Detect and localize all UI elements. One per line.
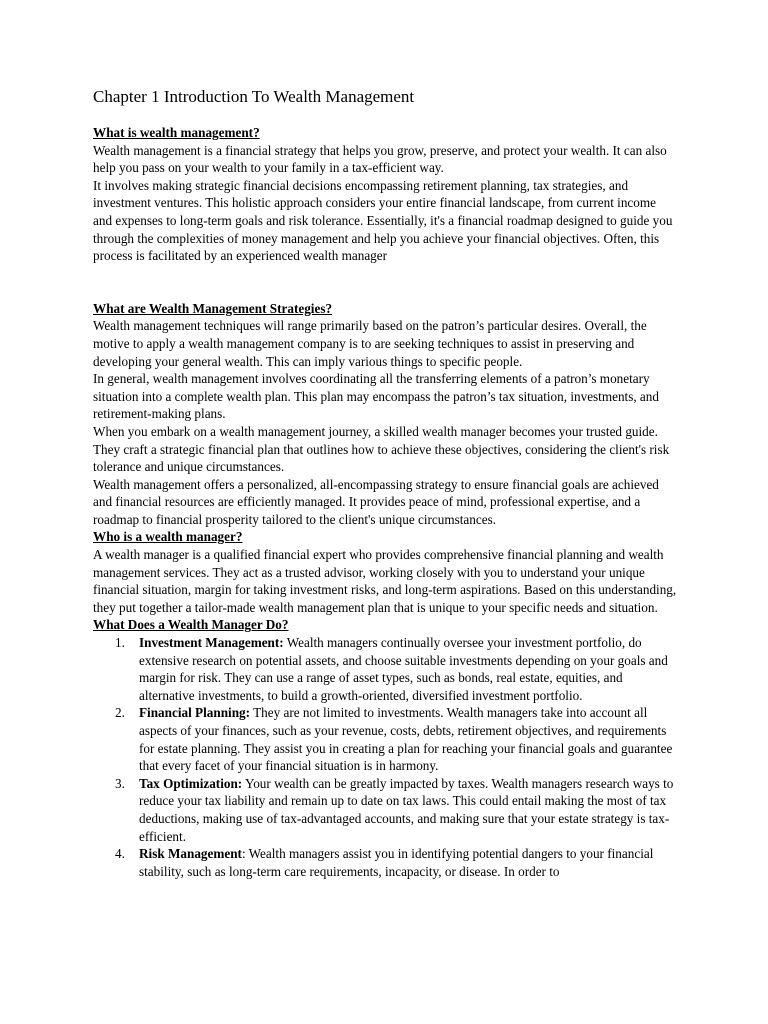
paragraph: Wealth management is a financial strategy that helps you grow, preserve, and protect your wealth. It can also help you pass on your wealth to your family in a tax-efficient way. [93, 142, 667, 176]
section-heading [93, 528, 678, 546]
document-page [93, 86, 678, 880]
paragraph: It involves making strategic financial decisions encompassing retirement planning, tax strategies, and investment ventures. This holistic approach considers your entire financial landscape, from current income and expenses to long-term goals and risk tolerance. Essentially, it's a financial roadmap designed to guide you through the complexities of money management and help you achieve your financial objectives. Often, this process is facilitated by an experienced wealth manager [93, 177, 673, 264]
list-item [93, 775, 678, 845]
list-text: They are not limited to investments. Wealth managers take into account all aspects of your finances, such as your revenue, costs, debts, retirement objectives, and requirements for estate planning. They assist you in creating a plan for reaching your financial goals and guarantee that every facet of your financial situation is in harmony. [139, 705, 673, 774]
section-what-does [93, 616, 678, 880]
chapter-title: Chapter 1 Introduction To Wealth Management [93, 87, 415, 106]
list-term: Tax Optimization: [139, 775, 243, 791]
section-who-is [93, 528, 678, 616]
list-term: Risk Management [139, 846, 242, 862]
list-text: Wealth managers continually oversee your investment portfolio, do extensive research on potential assets, and choose suitable investments depending on your goals and margin for risk. They can use a range of asset types, such as bonds, real estate, equities, and alternative investments, to build a growth-oriented, diversified investment portfolio. [139, 635, 668, 703]
list-number: 3. [115, 775, 125, 791]
section-heading: What is wealth management? [93, 125, 260, 140]
section-strategies [93, 300, 678, 529]
numbered-list [93, 634, 678, 880]
list-number: 1. [115, 635, 125, 651]
list-number: 2. [115, 705, 125, 721]
list-term: Investment Management: [139, 635, 284, 651]
paragraph: Wealth management techniques will range primarily based on the patron’s particular desires. Overall, the motive to apply a wealth management company is to are seeking techniques to assist in preserving and developing your general wealth. This can imply various things to specific people. [93, 318, 647, 369]
section-what-is [93, 124, 678, 265]
list-item [93, 845, 678, 880]
paragraph: In general, wealth management involves coordinating all the transferring elements of a patron’s monetary situation into a complete wealth plan. This plan may encompass the patron’s tax situation, investments, and retirement-making plans. [93, 371, 659, 422]
list-item [93, 634, 678, 704]
section-heading: What are Wealth Management Strategies? [93, 300, 333, 316]
list-number: 4. [115, 846, 125, 862]
list-term: Financial Planning: [139, 705, 251, 721]
section-heading: What Does a Wealth Manager Do? [93, 617, 289, 633]
paragraph: Wealth management offers a personalized, all-encompassing strategy to ensure financial goals are achieved and financial resources are efficiently managed. It provides peace of mind, professional expertise, and a roadmap to financial prosperity tailored to the client's unique circumstances. [93, 476, 659, 527]
section-heading-text: Who is a wealth manager [93, 529, 236, 545]
paragraph: When you embark on a wealth management journey, a skilled wealth manager becomes your trusted guide. They craft a strategic financial plan that outlines how to achieve these objectives, considering the client's risk tolerance and unique circumstances. [93, 423, 670, 475]
section-heading-tail: ? [235, 529, 243, 545]
spacer [93, 265, 678, 300]
list-item [93, 704, 678, 774]
list-text: : Wealth managers assist you in identifying potential dangers to your financial stability, such as long-term care requirements, incapacity, or disease. In order to [139, 846, 654, 879]
paragraph: A wealth manager is a qualified financial expert who provides comprehensive financial planning and wealth management services. They act as a trusted advisor, working closely with you to understand your unique financial situation, margin for taking investment risks, and long-term aspirations. Based on this understanding, they put together a tailor-made wealth management plan that is unique to your specific needs and situation. [93, 547, 677, 615]
list-text: Your wealth can be greatly impacted by taxes. Wealth managers research ways to reduce your tax liability and remain up to date on tax laws. This could entail making the most of tax deductions, making use of tax-advantaged accounts, and making sure that your estate strategy is tax-efficient. [139, 775, 674, 844]
